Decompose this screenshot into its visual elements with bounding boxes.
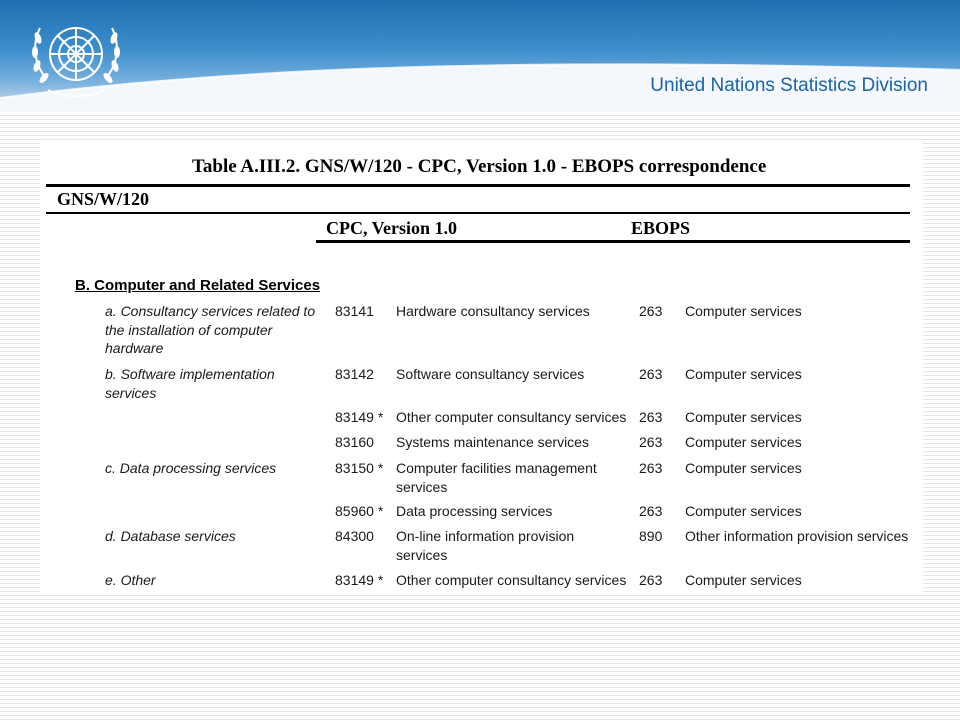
- row-cpc-description: Software consultancy services: [396, 366, 585, 382]
- row-ebops-code: 263: [639, 460, 663, 476]
- row-ebops-description: Computer services: [685, 434, 802, 450]
- row-ebops-description: Computer services: [685, 460, 802, 476]
- row-ebops-description: Other information provision services: [685, 528, 909, 544]
- row-cpc-description: Other computer consultancy services: [396, 409, 627, 425]
- row-cpc-code: 83141: [335, 303, 374, 319]
- row-ebops-description: Computer services: [685, 366, 802, 382]
- table-title: Table A.III.2. GNS/W/120 - CPC, Version 1.0 - EBOPS correspondence: [192, 156, 767, 177]
- row-ebops-code: 890: [639, 528, 663, 544]
- row-ebops-code: 263: [639, 409, 663, 425]
- row-cpc-description: Hardware consultancy services: [396, 303, 590, 319]
- top-rule: [46, 184, 910, 187]
- row-gns-label: c. Data processing services: [105, 460, 277, 476]
- row-ebops-code: 263: [639, 434, 663, 450]
- row-ebops-description: Computer services: [685, 303, 802, 319]
- header-banner: [0, 0, 960, 112]
- gns-rule: [46, 212, 910, 214]
- row-ebops-code: 263: [639, 572, 663, 588]
- row-cpc-code: 83150 *: [335, 460, 384, 476]
- row-gns-label: b. Software implementation services: [105, 366, 275, 401]
- section-title: B. Computer and Related Services: [75, 277, 321, 294]
- row-cpc-code: 83149 *: [335, 409, 384, 425]
- row-cpc-code: 83149 *: [335, 572, 384, 588]
- row-ebops-code: 263: [639, 503, 663, 519]
- row-ebops-description: Computer services: [685, 503, 802, 519]
- row-cpc-description: On-line information provision services: [396, 528, 575, 563]
- row-cpc-description: Data processing services: [396, 503, 553, 519]
- row-gns-label: e. Other: [105, 572, 156, 588]
- row-cpc-description: Computer facilities management services: [396, 460, 597, 495]
- row-gns-label: a. Consultancy services related to the installation of computer hardware: [105, 303, 316, 356]
- column-header-gns: GNS/W/120: [57, 189, 150, 209]
- column-header-ebops: EBOPS: [631, 218, 691, 238]
- row-cpc-code: 85960 *: [335, 503, 384, 519]
- row-cpc-code: 84300: [335, 528, 374, 544]
- row-ebops-description: Computer services: [685, 572, 802, 588]
- row-cpc-code: 83142: [335, 366, 374, 382]
- row-cpc-code: 83160: [335, 434, 374, 450]
- row-ebops-code: 263: [639, 303, 663, 319]
- column-header-cpc: CPC, Version 1.0: [326, 218, 458, 238]
- header-bottom-rule: [316, 240, 910, 243]
- row-cpc-description: Systems maintenance services: [396, 434, 589, 450]
- un-emblem-icon: [26, 8, 126, 102]
- table-slide: [40, 140, 922, 595]
- row-ebops-description: Computer services: [685, 409, 802, 425]
- row-cpc-description: Other computer consultancy services: [396, 572, 627, 588]
- row-ebops-code: 263: [639, 366, 663, 382]
- org-name: United Nations Statistics Division: [650, 75, 928, 96]
- row-gns-label: d. Database services: [105, 528, 236, 544]
